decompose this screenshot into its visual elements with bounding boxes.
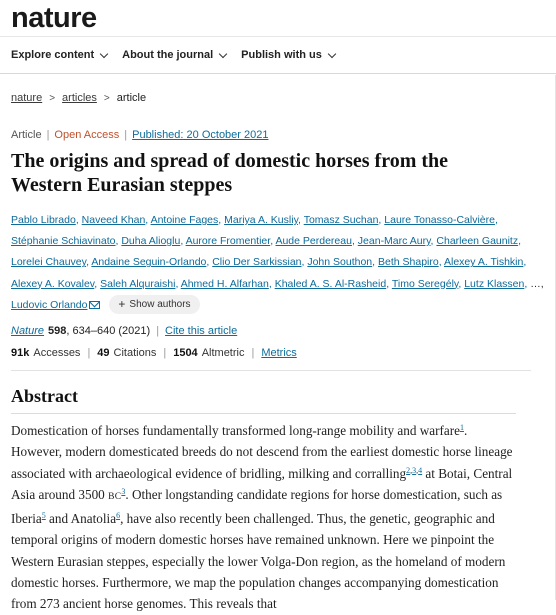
chevron-right-icon: > <box>49 92 56 104</box>
accesses-count: 91k <box>11 347 30 359</box>
author-link[interactable]: Alexey A. Tishkin <box>443 256 524 269</box>
abstract-body: Domestication of horses fundamentally transformed long-range mobility and warfare$^1$. However, modern domesticated breeds do not descend from the earliest domestic horse lineage associated with archaeological evidence of bridling, milking and corralling$^{2,3,4}$ at Botai, Central Asia around 3500 $BC^3$. Other longstanding candidate regions for horse domestication, such as Iberia$^5$ and Anatolia$^6$, have also recently been challenged. Thus, the genetic, geographic and temporal origins of modern domestic horses have remained unknown. Here we pinpoint the Western Eurasian steppes, especially the lower Volga-Don region, as the homeland of modern domestic horses. Furthermore, we map the population changes accompanying domestication from 273 ancient horse genomes. This reveals that <box>11 423 513 612</box>
nature-logo[interactable]: nature <box>11 2 97 34</box>
metrics-separator: | <box>163 347 167 359</box>
author-link[interactable]: Khaled A. S. Al-Rasheid <box>274 277 387 290</box>
abstract-text-segment: and Anatolia <box>45 511 117 527</box>
show-authors-button[interactable] <box>109 295 199 314</box>
nav-label: Explore content <box>11 49 95 61</box>
author-link[interactable]: Tomasz Suchan <box>303 214 379 226</box>
citations-label: Citations <box>113 347 157 359</box>
author-link[interactable]: Laure Tonasso-Calvière <box>384 214 495 226</box>
abstract-text-segment: , have also recently been challenged. Thus, the genetic, geographic and temporal origins of modern domestic horses have remained unknown. Here we pinpoint the Western Eurasian steppes, especially the lower Volga-Don region, as the homeland of modern domestic horses. Furthermore, we map the population changes accompanying domestication from 273 ancient horse genomes. This reveals that <box>11 511 506 612</box>
author-link[interactable]: Ahmed H. Alfarhan <box>180 277 269 290</box>
email-icon[interactable] <box>89 301 100 309</box>
abstract-text-segment: at Botai, Central Asia around 3500 <box>11 465 513 502</box>
meta-separator: | <box>124 129 128 141</box>
reference-link[interactable]: 4 <box>418 465 423 475</box>
era-abbreviation: BC <box>108 491 122 502</box>
reference-link[interactable]: 6 <box>116 511 121 521</box>
author-link[interactable]: Lutz Klassen <box>464 277 525 290</box>
chevron-down-icon <box>328 49 336 57</box>
section-divider <box>11 370 531 371</box>
accesses-label: Accesses <box>33 347 81 359</box>
published-date[interactable]: Published: 20 October 2021 <box>132 129 269 141</box>
author-link[interactable]: Aurore Fromentier <box>185 235 271 248</box>
citation-separator: | <box>156 325 160 337</box>
author-link[interactable]: Alexey A. Kovalev <box>11 277 95 290</box>
abstract-text-segment: . However, modern domesticated breeds do not descend from the earliest domestic horse lineage associated with archaeological evidence of bridling, milking and corralling <box>11 423 513 481</box>
metrics-link[interactable]: Metrics <box>261 347 297 359</box>
breadcrumb-articles[interactable]: articles <box>62 92 97 104</box>
metrics-separator: | <box>87 347 91 359</box>
journal-link[interactable]: Nature <box>11 325 45 337</box>
chevron-down-icon <box>219 49 227 57</box>
reference-link[interactable]: 1 <box>459 423 464 432</box>
author-link[interactable]: Jean-Marc Aury <box>357 235 431 248</box>
author-link[interactable]: Saleh Alquraishi <box>100 277 176 290</box>
author-link[interactable]: Pablo Librado <box>11 214 76 226</box>
chevron-right-icon: > <box>103 92 110 104</box>
meta-separator: | <box>46 129 50 141</box>
author-link[interactable]: John Southon <box>307 256 373 269</box>
nav-about-the-journal[interactable] <box>122 49 226 61</box>
breadcrumb <box>11 92 146 104</box>
author-link[interactable]: Mariya A. Kusliy <box>224 214 299 226</box>
reference-link[interactable]: 3 <box>121 486 126 496</box>
abstract-heading: Abstract <box>11 386 78 406</box>
author-list: Pablo Librado, Naveed Khan, Antoine Fages, Mariya A. Kusliy, Tomasz Suchan, Laure Tonasso-Calvière, Stéphanie Schiavinato, Duha Alioglu, Aurore Fromentier, Aude Perdereau, Jean-Marc Aury, Charleen Gaunitz, Lorelei Chauvey, Andaine Seguin-Orlando, Clio Der Sarkissian, John Southon, Beth Shapiro, Alexey A. Tishkin, Alexey A. Kovalev, Saleh Alquraishi, Ahmed H. Alfarhan, Khaled A. S. Al-Rasheid, Timo Seregély, Lutz Klassen, …, Ludovic Orlando + Show authors <box>11 210 546 316</box>
altmetric-score: 1504 <box>173 347 198 359</box>
author-link[interactable]: Lorelei Chauvey <box>11 256 87 269</box>
article-title: The origins and spread of domestic horses from the Western Eurasian steppes <box>11 150 449 196</box>
altmetric-label: Altmetric <box>201 347 245 359</box>
reference-link[interactable]: 3 <box>412 465 417 475</box>
volume-number: 598 <box>48 325 67 337</box>
author-link[interactable]: Timo Seregély <box>391 277 459 290</box>
author-link[interactable]: Beth Shapiro <box>378 256 439 269</box>
nav-publish-with-us[interactable] <box>241 49 335 61</box>
cite-this-article-link[interactable]: Cite this article <box>165 325 238 337</box>
breadcrumb-nature[interactable]: nature <box>11 92 43 104</box>
main-nav <box>0 37 556 74</box>
reference-link[interactable]: 5 <box>41 511 46 521</box>
abstract-text-segment: . Other longstanding candidate regions for horse domestication, such as Iberia <box>11 486 503 527</box>
citation-line <box>11 325 237 337</box>
plus-icon: + <box>118 296 126 311</box>
author-link[interactable]: Ludovic Orlando <box>11 298 88 311</box>
nav-label: Publish with us <box>241 49 322 61</box>
author-link[interactable]: Clio Der Sarkissian <box>212 256 302 269</box>
page-range: , 634–640 (2021) <box>66 325 151 337</box>
chevron-down-icon <box>100 49 108 57</box>
author-link[interactable]: Stéphanie Schiavinato <box>11 235 116 248</box>
author-link[interactable]: Charleen Gaunitz <box>436 235 519 248</box>
show-authors-label: Show authors <box>129 298 191 310</box>
article-type: Article <box>11 129 42 141</box>
author-link[interactable]: Antoine Fages <box>150 214 219 226</box>
citations-count: 49 <box>97 347 110 359</box>
abstract-heading-rule <box>11 413 516 414</box>
abstract-text-segment: Domestication of horses fundamentally transformed long-range mobility and warfare <box>11 423 460 438</box>
author-link[interactable]: Andaine Seguin-Orlando <box>91 256 207 269</box>
article-metrics <box>11 347 297 359</box>
reference-link[interactable]: 2 <box>406 465 411 475</box>
open-access-label: Open Access <box>54 129 120 141</box>
author-link[interactable]: Aude Perdereau <box>275 235 352 248</box>
author-link[interactable]: Naveed Khan <box>81 214 146 226</box>
site-header <box>0 0 556 37</box>
author-link[interactable]: Duha Alioglu <box>121 235 181 248</box>
author-ellipsis: … <box>530 277 541 290</box>
nav-explore-content[interactable] <box>11 49 107 61</box>
nav-label: About the journal <box>122 49 214 61</box>
metrics-separator: | <box>251 347 255 359</box>
breadcrumb-current: article <box>116 92 147 104</box>
article-meta <box>11 129 268 141</box>
